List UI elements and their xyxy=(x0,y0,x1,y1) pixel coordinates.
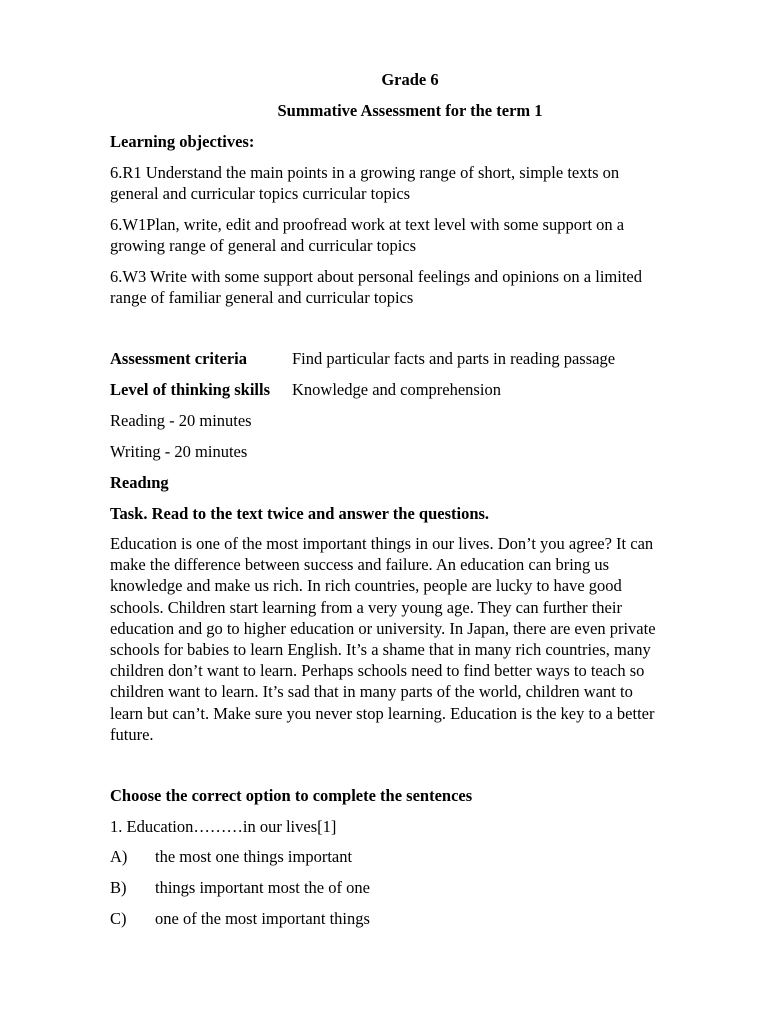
writing-time: Writing - 20 minutes xyxy=(110,442,248,461)
passage-line: schools. Children start learning from a very young age. They can further their xyxy=(110,597,622,617)
passage-line: future. xyxy=(110,724,154,744)
passage-line: education and go to higher education or university. In Japan, there are even private xyxy=(110,618,656,638)
option-c-text: one of the most important things xyxy=(155,909,370,928)
option-a-text: the most one things important xyxy=(155,847,353,866)
thinking-skills-value: Knowledge and comprehension xyxy=(292,380,501,399)
reading-task: Task. Read to the text twice and answer the questions. xyxy=(110,504,490,523)
option-c-letter: C) xyxy=(110,909,127,928)
question-1: 1. Education………in our lives[1] xyxy=(110,817,337,836)
objectives-heading: Learning objectives: xyxy=(110,132,255,151)
objective-2-line-1: 6.W1Plan, write, edit and proofread work at text level with some support on a xyxy=(110,215,625,234)
option-b-letter: B) xyxy=(110,878,127,897)
grade-heading: Grade 6 xyxy=(381,70,439,89)
passage-line: make the difference between success and failure. An education can bring us xyxy=(110,555,610,575)
reading-time: Reading - 20 minutes xyxy=(110,411,252,430)
passage-line: children don’t want to learn. Perhaps schools need to find better ways to teach so xyxy=(110,661,645,681)
passage-line: knowledge and make us rich. In rich countries, people are lucky to have good xyxy=(110,576,622,596)
assessment-criteria-label: Assessment criteria xyxy=(110,349,247,368)
objective-3-line-1: 6.W3 Write with some support about personal feelings and opinions on a limited xyxy=(110,267,642,286)
thinking-skills-label: Level of thinking skills xyxy=(110,380,270,399)
option-a-letter: A) xyxy=(110,847,128,866)
passage-line: Education is one of the most important things in our lives. Don’t you agree? It can xyxy=(110,534,654,553)
objective-3-line-2: range of familiar general and curricular topics xyxy=(110,288,414,307)
option-b-text: things important most the of one xyxy=(155,878,370,897)
objective-1-line-1: 6.R1 Understand the main points in a growing range of short, simple texts on xyxy=(110,163,620,182)
passage-line: children want to learn. It’s sad that in many parts of the world, children want to xyxy=(110,682,633,702)
reading-heading: Readıng xyxy=(110,473,169,492)
assessment-criteria-value: Find particular facts and parts in reading passage xyxy=(292,349,616,368)
passage-line: learn but can’t. Make sure you never stop learning. Education is the key to a better xyxy=(110,703,655,723)
questions-heading: Choose the correct option to complete the sentences xyxy=(110,786,473,805)
objective-2-line-2: growing range of general and curricular topics xyxy=(110,236,417,255)
passage-line: schools for babies to learn English. It’s a shame that in many rich countries, many xyxy=(110,640,651,659)
assessment-title: Summative Assessment for the term 1 xyxy=(277,101,543,120)
objective-1-line-2: general and curricular topics curricular topics xyxy=(110,184,411,203)
